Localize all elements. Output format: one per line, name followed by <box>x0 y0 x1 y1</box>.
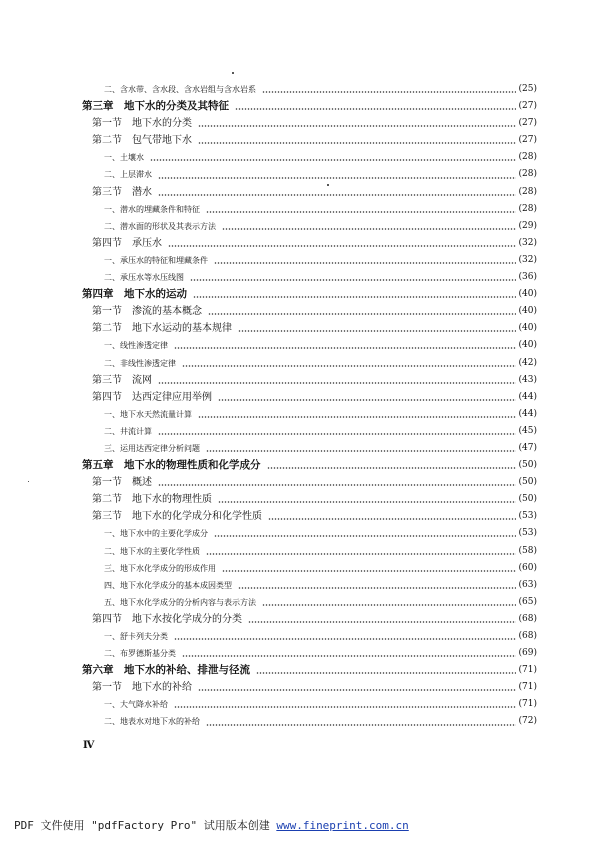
toc-entry-page: (47) <box>518 442 537 453</box>
toc-entry-title: 第二节 包气带地下水 <box>92 135 192 147</box>
dot-leader <box>208 313 516 315</box>
toc-entry-section[interactable] <box>82 611 537 628</box>
toc-entry-title: 第四节 承压水 <box>92 237 162 249</box>
toc-entry-sub[interactable] <box>82 543 537 560</box>
toc-entry-title: 第四节 达西定律应用举例 <box>92 391 212 403</box>
scan-speck <box>232 72 234 74</box>
dot-leader <box>198 689 516 691</box>
toc-entry-page: (53) <box>518 528 537 539</box>
toc-entry-page: (69) <box>518 648 537 659</box>
dot-leader <box>158 382 516 384</box>
dot-leader <box>182 365 516 367</box>
toc-entry-page: (28) <box>518 203 537 214</box>
dot-leader <box>150 159 516 161</box>
toc-entry-title: 五、地下水化学成分的分析内容与表示方法 <box>104 597 256 607</box>
toc-entry-section[interactable] <box>82 491 537 508</box>
toc-entry-title: 二、井流计算 <box>104 426 152 436</box>
toc-entry-page: (44) <box>518 391 537 402</box>
toc-entry-page: (28) <box>518 169 537 180</box>
dot-leader <box>206 450 516 452</box>
footer-text: PDF 文件使用 "pdfFactory Pro" 试用版本创建 <box>14 819 277 832</box>
toc-entry-title: 二、地表水对地下水的补给 <box>104 717 200 727</box>
toc-entry-page: (71) <box>518 682 537 693</box>
toc-entry-sub[interactable] <box>82 406 537 423</box>
toc-entry-title: 第六章 地下水的补给、排泄与径流 <box>82 664 250 677</box>
dot-leader <box>222 570 516 572</box>
toc-entry-sub[interactable] <box>82 201 537 218</box>
dot-leader <box>214 262 516 264</box>
dot-leader <box>158 194 516 196</box>
toc-entry-page: (60) <box>518 562 537 573</box>
toc-entry-section[interactable] <box>82 508 537 525</box>
toc-entry-page: (44) <box>518 408 537 419</box>
toc-entry-sub[interactable] <box>82 218 537 235</box>
toc-entry-page: (28) <box>518 186 537 197</box>
toc-entry-section[interactable] <box>82 320 537 337</box>
toc-entry-sub[interactable] <box>82 337 537 354</box>
toc-entry-section[interactable] <box>82 115 537 132</box>
toc-entry-title: 第二节 地下水的物理性质 <box>92 494 212 506</box>
toc-entry-section[interactable] <box>82 235 537 252</box>
toc-entry-title: 三、地下水化学成分的形成作用 <box>104 563 216 573</box>
toc-entry-sub[interactable] <box>82 423 537 440</box>
toc-entry-title: 一、地下水天然流量计算 <box>104 409 192 419</box>
toc-entry-chapter[interactable] <box>82 286 537 303</box>
toc-entry-sub[interactable] <box>82 269 537 286</box>
toc-entry-page: (65) <box>518 596 537 607</box>
dot-leader <box>206 724 516 726</box>
toc-entry-title: 第三节 潜水 <box>92 186 152 198</box>
toc-entry-title: 二、潜水面的形状及其表示方法 <box>104 221 216 231</box>
toc-entry-sub[interactable] <box>82 696 537 713</box>
toc-entry-title: 第三章 地下水的分类及其特征 <box>82 100 229 113</box>
toc-entry-page: (27) <box>518 101 537 112</box>
toc-entry-title: 一、地下水中的主要化学成分 <box>104 529 208 539</box>
toc-entry-section[interactable] <box>82 132 537 149</box>
toc-entry-sub[interactable] <box>82 594 537 611</box>
dot-leader <box>198 416 516 418</box>
toc-entry-section[interactable] <box>82 389 537 406</box>
dot-leader <box>198 142 516 144</box>
toc-entry-chapter[interactable] <box>82 457 537 474</box>
toc-entry-title: 一、舒卡列夫分类 <box>104 632 168 641</box>
toc-entry-page: (50) <box>518 460 537 471</box>
toc-entry-title: 第一节 地下水的分类 <box>92 118 192 130</box>
dot-leader <box>268 518 516 520</box>
toc-entry-page: (27) <box>518 118 537 129</box>
toc-entry-chapter[interactable] <box>82 98 537 115</box>
toc-entry-sub[interactable] <box>82 149 537 166</box>
toc-entry-sub[interactable] <box>82 81 537 98</box>
toc-entry-page: (42) <box>518 357 537 368</box>
toc-entry-section[interactable] <box>82 474 537 491</box>
dot-leader <box>256 672 516 674</box>
toc-entry-page: (68) <box>518 631 537 641</box>
toc-entry-sub[interactable] <box>82 628 537 645</box>
dot-leader <box>198 125 516 127</box>
toc-entry-title: 一、承压水的特征和埋藏条件 <box>104 255 208 265</box>
toc-entry-page: (40) <box>518 289 537 300</box>
toc-entry-page: (32) <box>518 237 537 248</box>
toc-entry-chapter[interactable] <box>82 662 537 679</box>
toc-entry-page: (27) <box>518 135 537 146</box>
dot-leader <box>174 347 516 349</box>
toc-entry-title: 第五章 地下水的物理性质和化学成分 <box>82 459 261 472</box>
toc-entry-page: (63) <box>518 579 537 590</box>
dot-leader <box>262 604 516 606</box>
dot-leader <box>168 245 516 247</box>
toc-entry-page: (40) <box>518 340 537 351</box>
toc-entry-title: 第三节 地下水的化学成分和化学性质 <box>92 511 262 523</box>
toc-entry-sub[interactable] <box>82 252 537 269</box>
toc-entry-title: 四、地下水化学成分的基本成因类型 <box>104 580 232 590</box>
dot-leader <box>235 108 516 110</box>
toc-entry-sub[interactable] <box>82 355 537 372</box>
toc-entry-page: (71) <box>518 665 537 676</box>
dot-leader <box>262 91 516 93</box>
toc-entry-page: (50) <box>518 477 537 488</box>
dot-leader <box>222 228 516 230</box>
toc-entry-title: 二、地下水的主要化学性质 <box>104 546 200 556</box>
toc-entry-page: (45) <box>518 425 537 436</box>
dot-leader <box>158 177 516 179</box>
dot-leader <box>248 621 516 623</box>
toc-entry-section[interactable] <box>82 679 537 696</box>
toc-entry-section[interactable] <box>82 184 537 201</box>
toc-entry-title: 一、线性渗透定律 <box>104 341 168 351</box>
dot-leader <box>193 296 516 298</box>
toc-entry-title: 二、含水带、含水段、含水岩组与含水岩系 <box>104 85 256 94</box>
dot-leader <box>158 433 516 435</box>
toc-entry-page: (29) <box>518 220 537 231</box>
toc-entry-page: (50) <box>518 494 537 505</box>
toc-entry-page: (28) <box>518 152 537 163</box>
toc-entry-title: 第二节 地下水运动的基本规律 <box>92 323 232 335</box>
toc-entry-title: 二、承压水等水压线图 <box>104 273 184 283</box>
dot-leader <box>190 279 516 281</box>
scan-speck <box>28 481 29 482</box>
toc-entry-title: 第四章 地下水的运动 <box>82 288 187 301</box>
toc-entry-title: 第一节 地下水的补给 <box>92 682 192 694</box>
dot-leader <box>182 655 516 657</box>
toc-entry-page: (25) <box>518 84 537 94</box>
toc-entry-sub[interactable] <box>82 577 537 594</box>
toc-entry-page: (68) <box>518 613 537 624</box>
toc-entry-page: (40) <box>518 323 537 334</box>
toc-entry-page: (53) <box>518 511 537 522</box>
dot-leader <box>174 638 516 640</box>
toc-entry-title: 三、运用达西定律分析问题 <box>104 443 200 453</box>
toc-entry-title: 第一节 概述 <box>92 477 152 489</box>
toc-entry-title: 二、布罗德斯基分类 <box>104 649 176 659</box>
dot-leader <box>206 211 516 213</box>
table-of-contents <box>82 81 537 731</box>
footer-link[interactable]: www.fineprint.com.cn <box>276 819 409 832</box>
toc-entry-section[interactable] <box>82 372 537 389</box>
dot-leader <box>238 330 516 332</box>
toc-entry-title: 一、土壤水 <box>104 153 144 163</box>
toc-entry-sub[interactable] <box>82 440 537 457</box>
toc-entry-page: (72) <box>518 716 537 727</box>
toc-entry-page: (43) <box>518 374 537 385</box>
dot-leader <box>206 553 516 555</box>
toc-entry-title: 第四节 地下水按化学成分的分类 <box>92 613 242 625</box>
page-number: Ⅳ <box>83 740 95 751</box>
dot-leader <box>218 501 516 503</box>
dot-leader <box>267 467 516 469</box>
dot-leader <box>238 587 516 589</box>
toc-entry-page: (32) <box>518 254 537 265</box>
toc-entry-section[interactable] <box>82 303 537 320</box>
dot-leader <box>158 484 516 486</box>
toc-entry-sub[interactable] <box>82 560 537 577</box>
toc-entry-sub[interactable] <box>82 525 537 542</box>
toc-entry-sub[interactable] <box>82 166 537 183</box>
dot-leader <box>218 399 516 401</box>
toc-entry-title: 二、非线性渗透定律 <box>104 358 176 368</box>
dot-leader <box>214 535 516 537</box>
toc-entry-sub[interactable] <box>82 645 537 662</box>
dot-leader <box>174 706 516 708</box>
toc-entry-title: 二、上层滞水 <box>104 170 152 180</box>
toc-entry-title: 第三节 流网 <box>92 374 152 386</box>
toc-entry-title: 一、大气降水补给 <box>104 700 168 710</box>
toc-entry-title: 第一节 渗流的基本概念 <box>92 306 202 318</box>
toc-entry-page: (58) <box>518 545 537 556</box>
toc-entry-page: (40) <box>518 306 537 317</box>
toc-entry-title: 一、潜水的埋藏条件和特征 <box>104 204 200 214</box>
toc-entry-page: (36) <box>518 272 537 283</box>
toc-entry-page: (71) <box>518 699 537 710</box>
pdf-footer <box>14 817 409 833</box>
toc-entry-sub[interactable] <box>82 713 537 730</box>
